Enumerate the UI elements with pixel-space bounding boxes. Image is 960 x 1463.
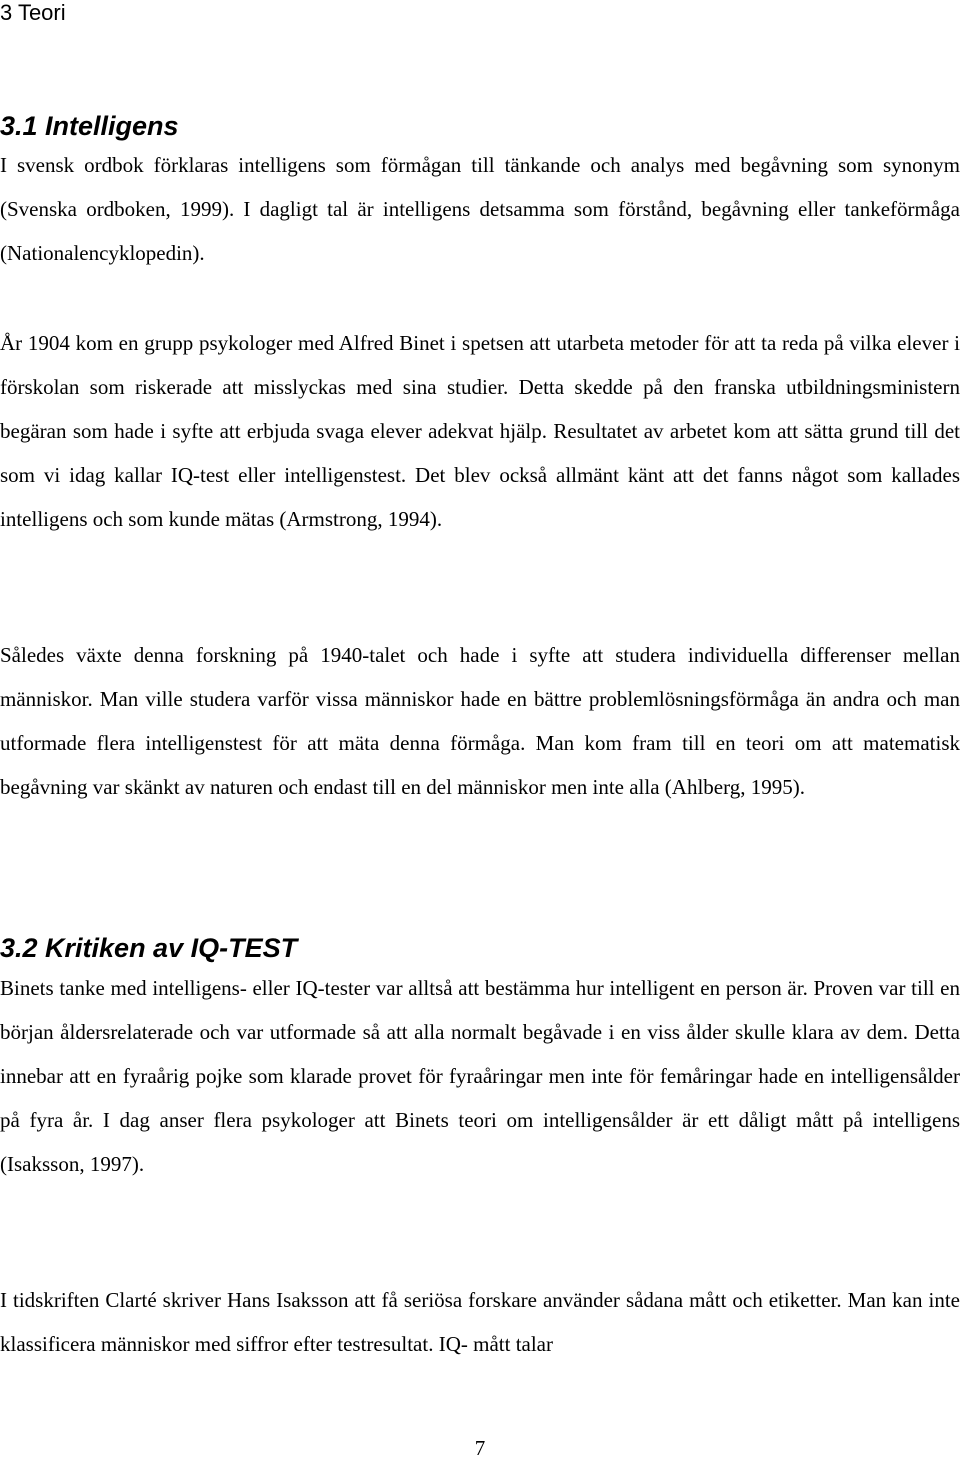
paragraph-binet-critique: Binets tanke med intelligens- eller IQ-tester var alltså att bestämma hur intelligent en person är. Proven var till en början åldersrelaterade och var utformade så att alla normalt begåvade i en viss ålder skulle klara av dem. Detta innebar att en fyraårig pojke som klarade provet för fyraåringar men inte för femåringar hade en intelligensålder på fyra år. I dag anser flera psykologer att Binets teori om intelligensålder är ett dåligt mått på intelligens (Isaksson, 1997). [0,976,960,1176]
page-number: 7 [474,1436,486,1460]
paragraph-definition: I svensk ordbok förklaras intelligens som förmågan till tänkande och analys med begåvning som synonym (Svenska ordboken, 1999). I dagligt tal är intelligens detsamma som förstånd, begåvning eller tankeförmåga (Nationalencyklopedin). [0,153,960,265]
section-heading-kritiken: 3.2 Kritiken av IQ-TEST [0,933,298,963]
paragraph-binet-history: År 1904 kom en grupp psykologer med Alfred Binet i spetsen att utarbeta metoder för att ta reda på vilka elever i förskolan som riskerade att misslyckas med sina studier. Detta skedde på den franska utbildningsministern begäran som hade i syfte att erbjuda svaga elever adekvat hjälp. Resultatet av arbetet kom att sätta grund till det som vi idag kallar IQ-test eller intelligenstest. Det blev också allmänt känt att det fanns något som kallades intelligens och som kunde mätas (Armstrong, 1994). [0,331,960,531]
paragraph-clarte: I tidskriften Clarté skriver Hans Isaksson att få seriösa forskare använder sådana mått och etiketter. Man kan inte klassificera människor med siffror efter testresultat. IQ- mått talar [0,1288,960,1356]
section-heading-intelligens: 3.1 Intelligens [0,111,179,141]
chapter-header: 3 Teori [0,0,66,25]
paragraph-research-1940s: Således växte denna forskning på 1940-talet och hade i syfte att studera individuella differenser mellan människor. Man ville studera varför vissa människor hade en bättre problemlösningsförmåga än andra och man utformade flera intelligenstest för att mäta denna förmåga. Man kom fram till en teori om att matematisk begåvning var skänkt av naturen och endast till en del människor men inte alla (Ahlberg, 1995). [0,643,960,799]
